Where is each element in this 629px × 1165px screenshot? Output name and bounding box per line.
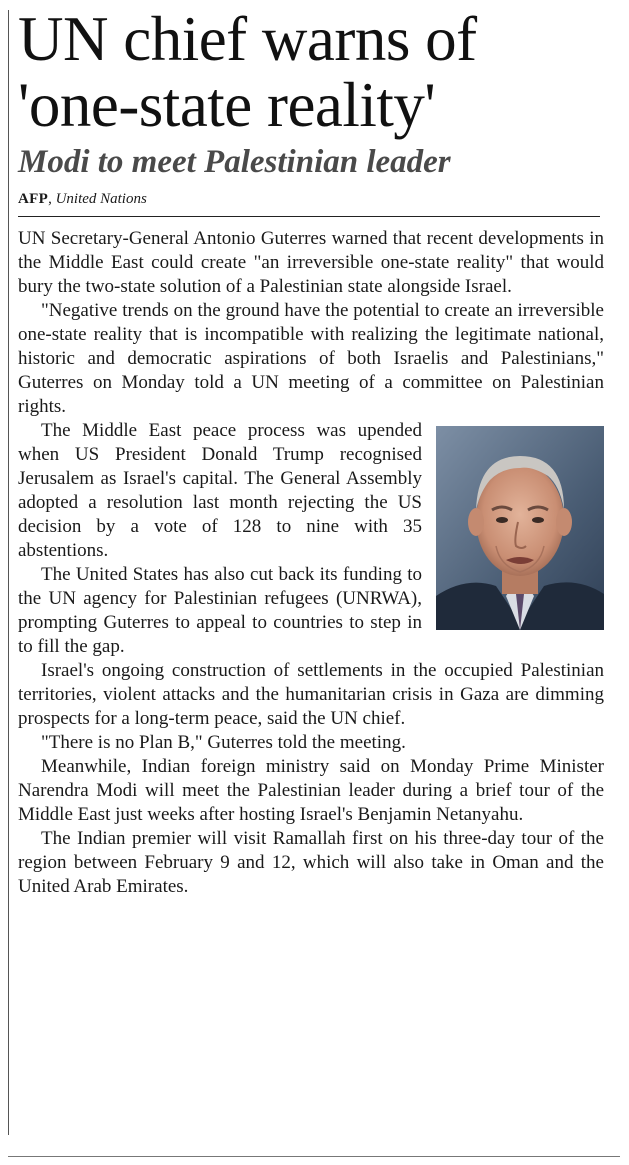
byline-separator: , bbox=[48, 191, 56, 207]
paragraph-4: The United States has also cut back its funding to the UN agency for Palestinian refugees (UNRWA), prompting Guterres to appeal to countries to step in to fill the gap. bbox=[18, 564, 422, 657]
headline-line-1: UN chief warns of bbox=[18, 4, 477, 74]
left-column-rule bbox=[8, 10, 9, 1135]
byline bbox=[18, 190, 604, 208]
paragraph-1: UN Secretary-General Antonio Guterres warned that recent developments in the Middle East could create "an irreversible one-state reality" that would bury the two-state solution of a Palestinian state alongside Israel. bbox=[18, 228, 604, 297]
paragraph-8: The Indian premier will visit Ramallah first on his three-day tour of the region between February 9 and 12, which will also take in Oman and the United Arab Emirates. bbox=[18, 828, 604, 897]
paragraph-6: "There is no Plan B," Guterres told the meeting. bbox=[41, 732, 406, 753]
guterres-photo bbox=[436, 426, 604, 630]
paragraph-5: Israel's ongoing construction of settlements in the occupied Palestinian territories, violent attacks and the humanitarian crisis in Gaza are dimming prospects for a long-term peace, said the UN chief. bbox=[18, 660, 604, 729]
headline-line-2: 'one-state reality' bbox=[18, 70, 436, 140]
subheadline: Modi to meet Palestinian leader bbox=[18, 144, 451, 180]
paragraph-7: Meanwhile, Indian foreign ministry said on Monday Prime Minister Narendra Modi will meet the Palestinian leader during a brief tour of the Middle East just weeks after hosting Israel's Benjamin Netanyahu. bbox=[18, 756, 604, 825]
article-body bbox=[18, 227, 604, 899]
byline-agency: AFP bbox=[18, 191, 49, 207]
byline-divider bbox=[18, 216, 600, 217]
headline bbox=[18, 6, 604, 138]
portrait-illustration bbox=[436, 426, 604, 630]
news-article bbox=[18, 6, 604, 899]
byline-dateline: United Nations bbox=[55, 191, 147, 207]
bottom-rule bbox=[8, 1156, 620, 1157]
paragraph-2: "Negative trends on the ground have the potential to create an irreversible one-state reality that is incompatible with realizing the legitimate national, historic and democratic aspirations of both Israelis and Palestinians," Guterres on Monday told a UN meeting of a committee on Palestinian rights. bbox=[18, 300, 604, 417]
paragraph-3: The Middle East peace process was upended when US President Donald Trump recognised Jerusalem as Israel's capital. The General Assembly adopted a resolution last month rejecting the US decision by a vote of 128 to nine with 35 abstentions. bbox=[18, 420, 422, 561]
